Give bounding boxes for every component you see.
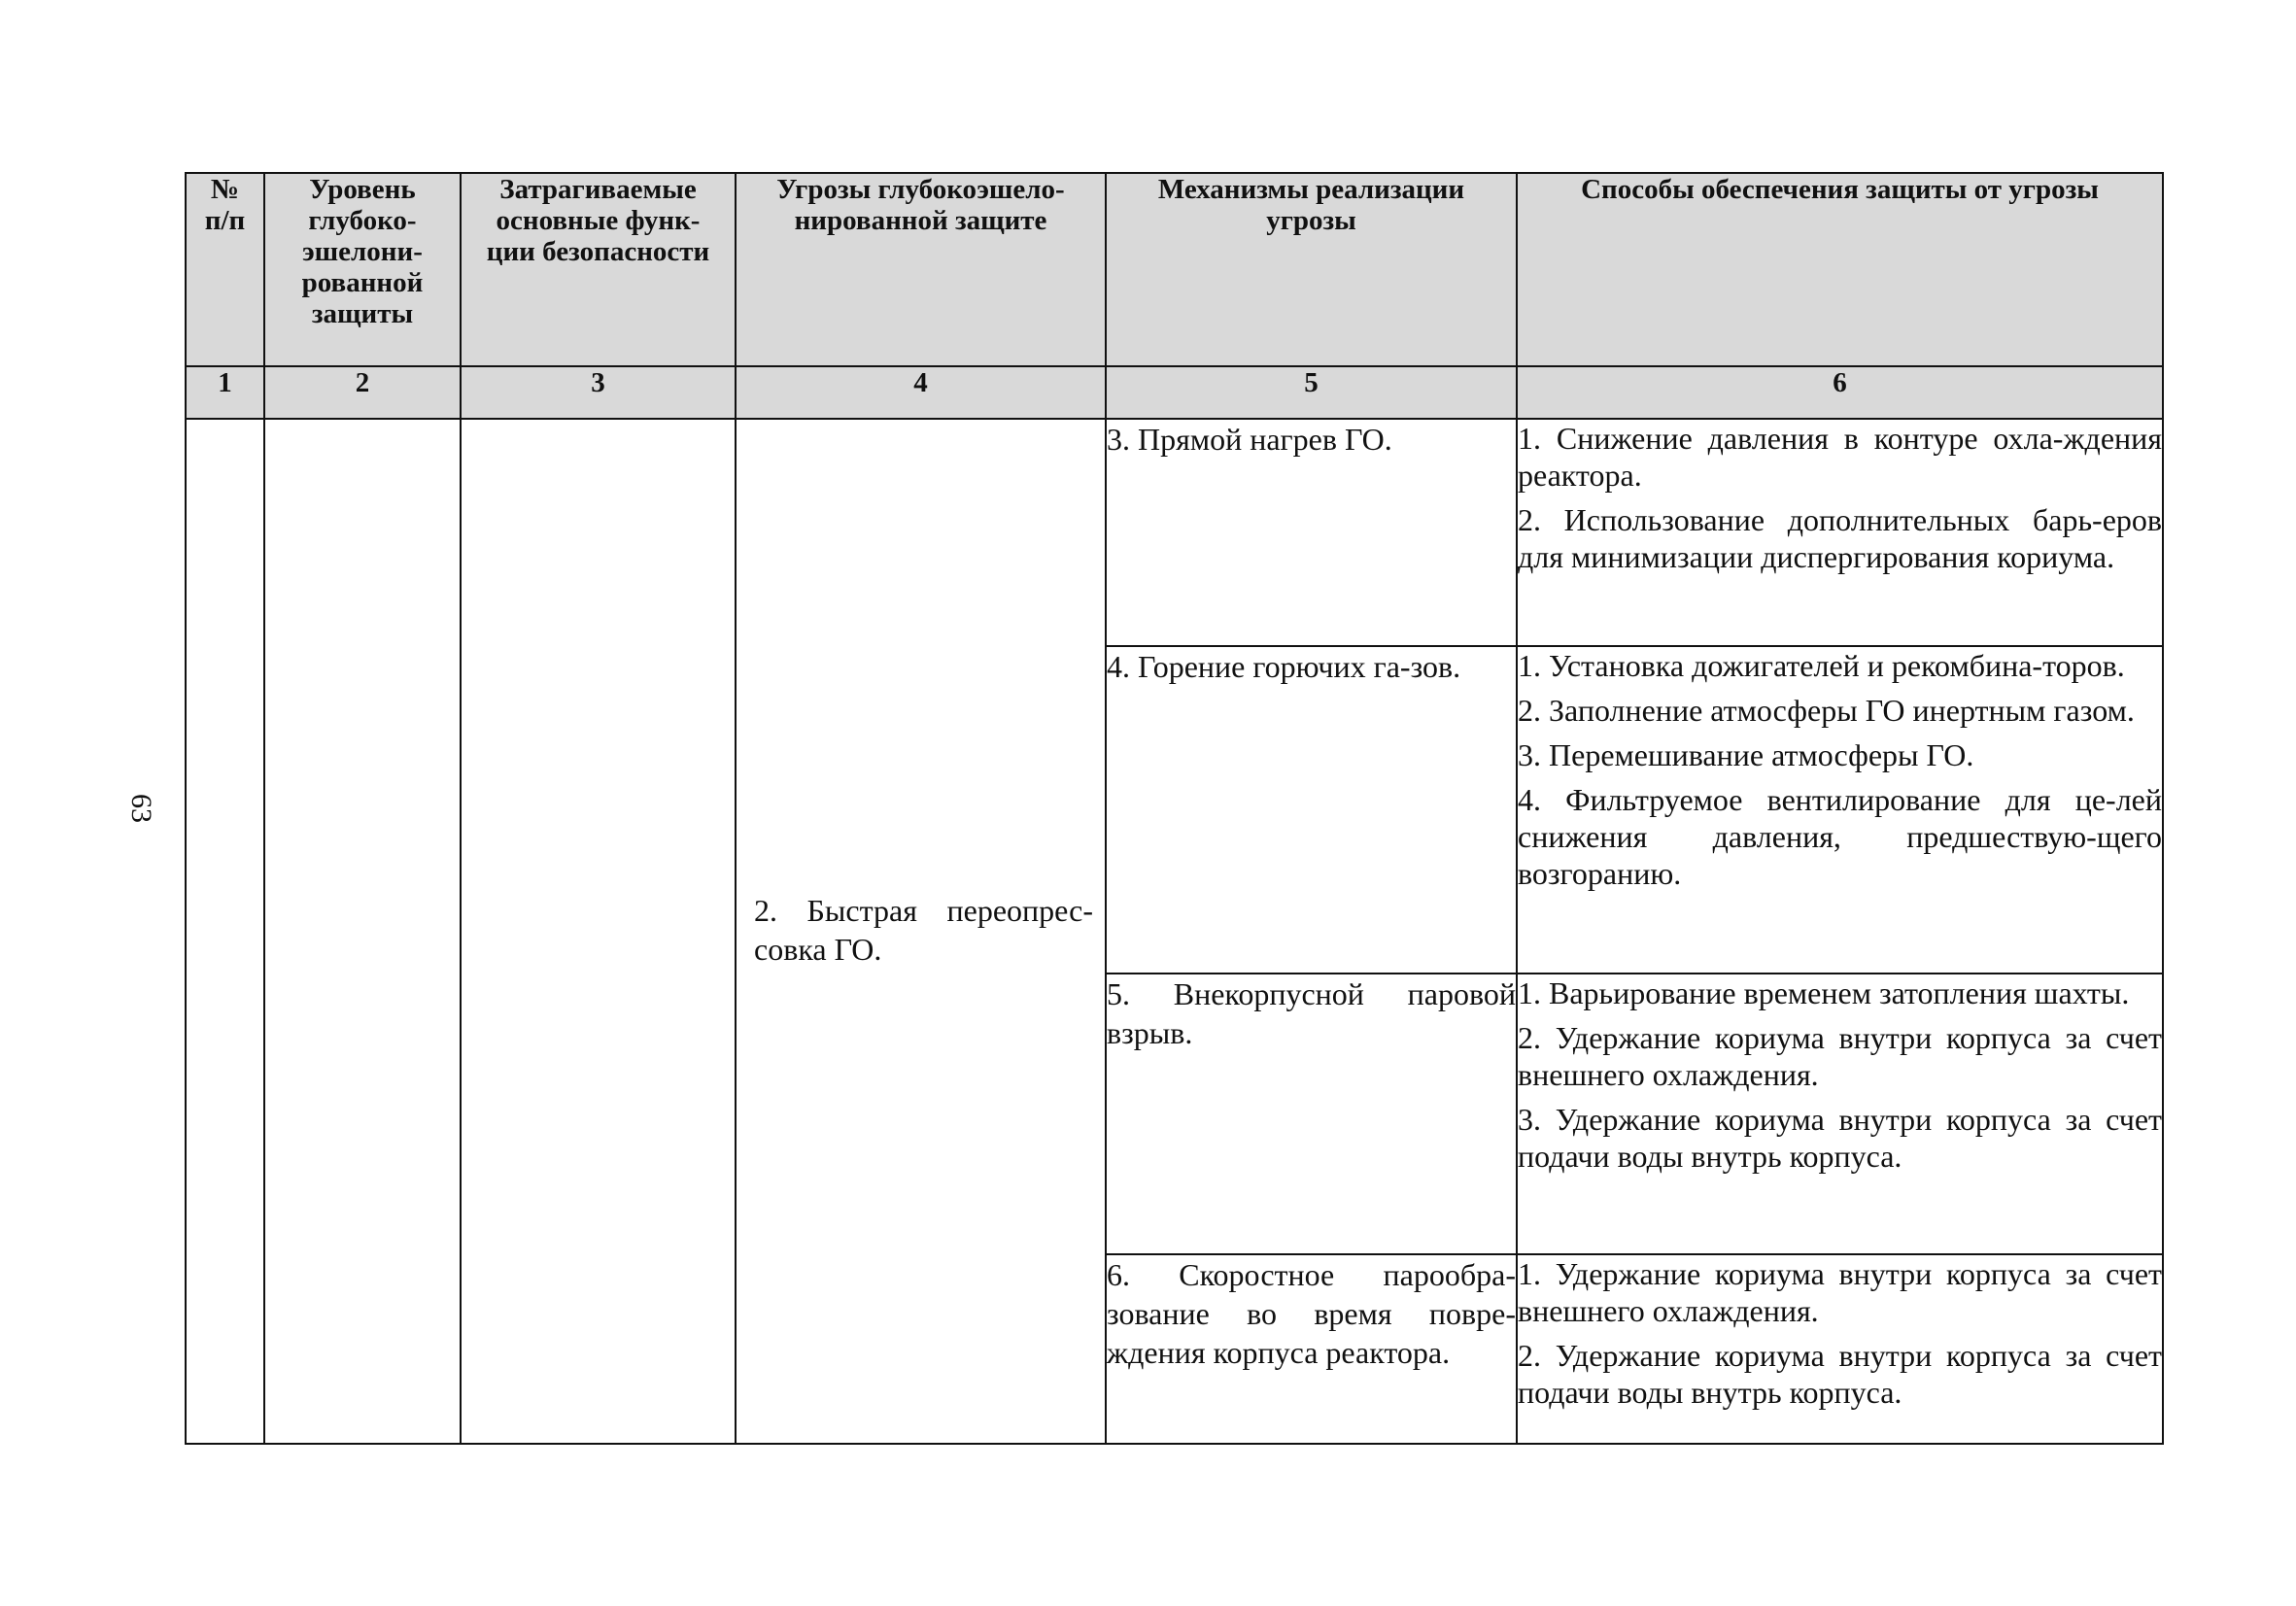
protection-item: 1. Снижение давления в контуре охла-ждения реактора. bbox=[1518, 421, 2162, 493]
column-number: 2 bbox=[264, 366, 461, 419]
column-number-row bbox=[186, 366, 2163, 419]
column-number: 5 bbox=[1106, 366, 1517, 419]
cell-protection bbox=[1517, 1254, 2163, 1444]
column-number: 1 bbox=[186, 366, 264, 419]
protection-item: 2. Заполнение атмосферы ГО инертным газом. bbox=[1518, 693, 2135, 728]
header-col-threats: Угрозы глубокоэшело- нированной защите bbox=[736, 173, 1106, 366]
protection-item: 1. Удержание кориума внутри корпуса за счет внешнего охлаждения. bbox=[1518, 1256, 2162, 1328]
table-row bbox=[186, 419, 2163, 646]
cell-number-empty bbox=[186, 419, 264, 1444]
header-col-functions: Затрагиваемые основные функ- ции безопасности bbox=[461, 173, 736, 366]
cell-functions-empty bbox=[461, 419, 736, 1444]
cell-protection bbox=[1517, 419, 2163, 646]
cell-mechanism bbox=[1106, 974, 1517, 1254]
cell-protection bbox=[1517, 646, 2163, 974]
header-col-level: Уровень глубоко- эшелони- рованной защиты bbox=[264, 173, 461, 366]
mechanism-text: 4. Горение горючих га-зов. bbox=[1107, 649, 1461, 684]
header-col-mechanisms: Механизмы реализации угрозы bbox=[1106, 173, 1517, 366]
cell-mechanism bbox=[1106, 646, 1517, 974]
protection-item: 2. Использование дополнительных барь-еров для минимизации диспергирования кориума. bbox=[1518, 502, 2162, 574]
protection-item: 3. Перемешивание атмосферы ГО. bbox=[1518, 737, 1974, 772]
threat-text: 2. Быстрая переопрес-совка ГО. bbox=[754, 893, 1093, 967]
header-row bbox=[186, 173, 2163, 366]
cell-protection bbox=[1517, 974, 2163, 1254]
page-number: 63 bbox=[125, 794, 157, 823]
column-number: 3 bbox=[461, 366, 736, 419]
protection-item: 3. Удержание кориума внутри корпуса за счет подачи воды внутрь корпуса. bbox=[1518, 1102, 2162, 1174]
mechanism-text: 6. Скоростное парообра-зование во время повре-ждения корпуса реактора. bbox=[1107, 1257, 1516, 1370]
protection-item: 2. Удержание кориума внутри корпуса за счет подачи воды внутрь корпуса. bbox=[1518, 1338, 2162, 1410]
mechanism-text: 3. Прямой нагрев ГО. bbox=[1107, 422, 1392, 457]
protection-item: 4. Фильтруемое вентилирование для це-лей снижения давления, предшествую-щего возгоранию. bbox=[1518, 782, 2162, 891]
header-col-number: № п/п bbox=[186, 173, 264, 366]
header-col-protection: Способы обеспечения защиты от угрозы bbox=[1517, 173, 2163, 366]
protection-item: 1. Варьирование временем затопления шахты. bbox=[1518, 975, 2130, 1010]
column-number: 6 bbox=[1517, 366, 2163, 419]
column-number: 4 bbox=[736, 366, 1106, 419]
mechanism-text: 5. Внекорпусной паровой взрыв. bbox=[1107, 976, 1516, 1050]
threats-table bbox=[185, 172, 2164, 1445]
cell-mechanism bbox=[1106, 1254, 1517, 1444]
protection-item: 1. Установка дожигателей и рекомбина-торов. bbox=[1518, 648, 2125, 683]
cell-threat bbox=[736, 419, 1106, 1444]
cell-mechanism bbox=[1106, 419, 1517, 646]
cell-level-empty bbox=[264, 419, 461, 1444]
protection-item: 2. Удержание кориума внутри корпуса за счет внешнего охлаждения. bbox=[1518, 1020, 2162, 1092]
